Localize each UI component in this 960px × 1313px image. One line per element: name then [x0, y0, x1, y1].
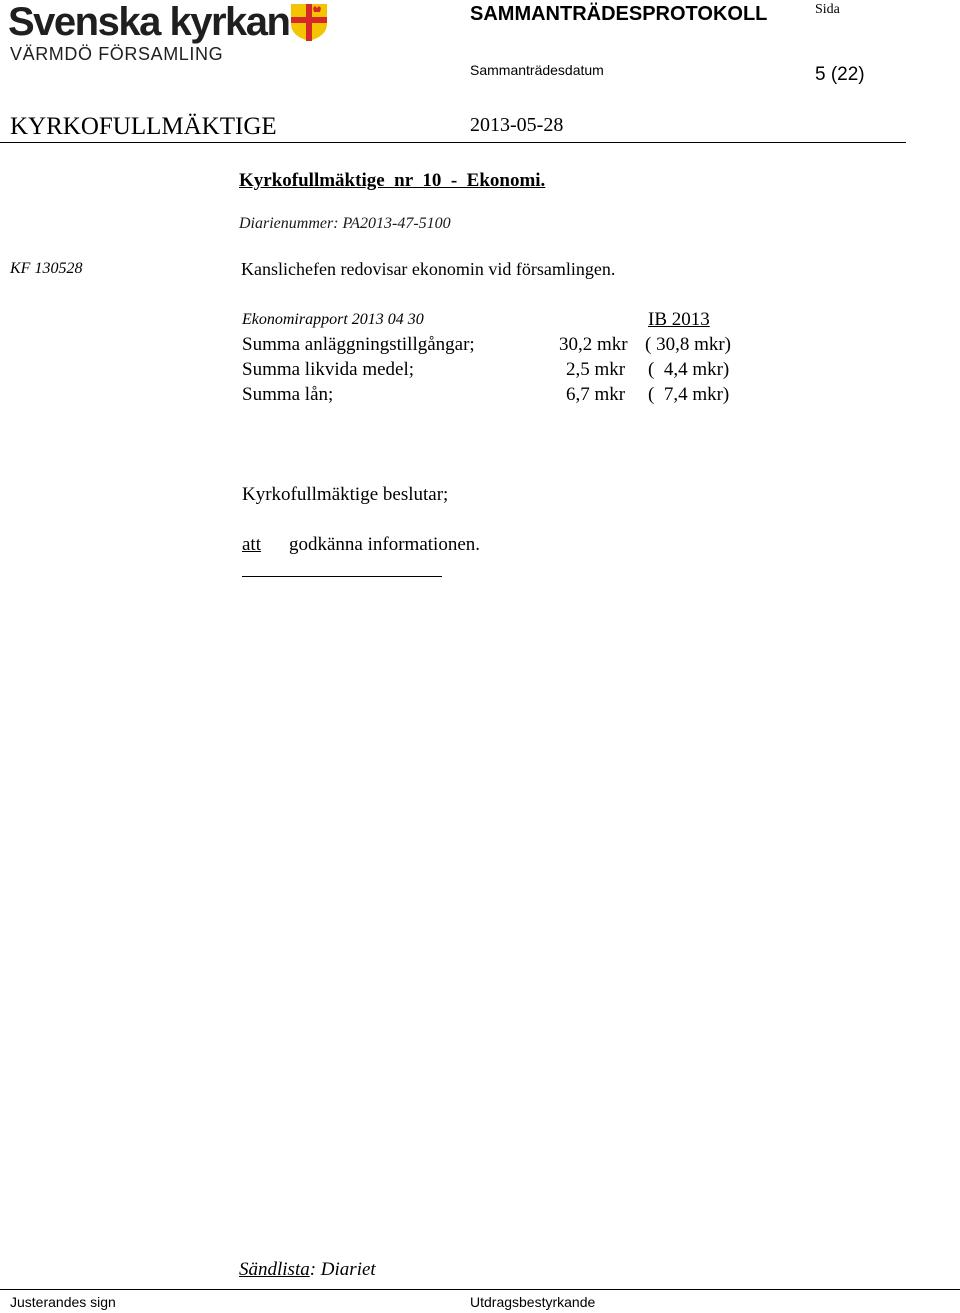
document-type: SAMMANTRÄDESPROTOKOLL: [470, 3, 768, 25]
report-row-value: 30,2 mkr: [559, 334, 628, 355]
intro-text: Kanslichefen redovisar ekonomin vid församlingen.: [241, 259, 616, 279]
distribution-list-value: : Diariet: [309, 1259, 376, 1280]
date-label: Sammanträdesdatum: [470, 62, 604, 78]
decision-heading: Kyrkofullmäktige beslutar;: [242, 484, 449, 505]
justerandes-sign: Justerandes sign: [10, 1294, 116, 1310]
header-divider: [0, 142, 906, 143]
page-number: 5 (22): [815, 64, 865, 85]
section-title: Kyrkofullmäktige nr 10 - Ekonomi.: [239, 170, 546, 191]
signature-line: [242, 576, 442, 577]
report-row-value: 6,7 mkr: [566, 384, 626, 405]
report-column-header: IB 2013: [648, 309, 710, 330]
report-row-ib: ( 4,4 mkr): [648, 359, 730, 380]
report-row-label: Summa lån;: [242, 384, 334, 405]
decision-text: godkänna informationen.: [289, 534, 481, 555]
utdragsbestyrkande: Utdragsbestyrkande: [470, 1294, 596, 1310]
diarienummer: Diarienummer: PA2013-47-5100: [239, 215, 451, 232]
distribution-list: [239, 1259, 376, 1281]
church-shield-icon: [289, 2, 329, 42]
footer-divider: [0, 1289, 960, 1290]
distribution-list-label: Sändlista: [239, 1259, 310, 1280]
logo-subtitle: VÄRMDÖ FÖRSAMLING: [10, 44, 224, 64]
report-row-ib: ( 7,4 mkr): [648, 384, 730, 405]
report-title: Ekonomirapport 2013 04 30: [242, 311, 424, 328]
decision-att: att: [242, 534, 261, 555]
body-name: KYRKOFULLMÄKTIGE: [10, 113, 277, 140]
logo-text: Svenska kyrkan: [8, 0, 290, 44]
meeting-date: 2013-05-28: [470, 114, 564, 136]
report-row-label: Summa likvida medel;: [242, 359, 415, 380]
report-row-value: 2,5 mkr: [566, 359, 626, 380]
page-label: Sida: [815, 2, 840, 17]
kf-reference: KF 130528: [10, 260, 83, 277]
report-row-label: Summa anläggningstillgångar;: [242, 334, 475, 355]
report-row-ib: ( 30,8 mkr): [645, 334, 732, 355]
